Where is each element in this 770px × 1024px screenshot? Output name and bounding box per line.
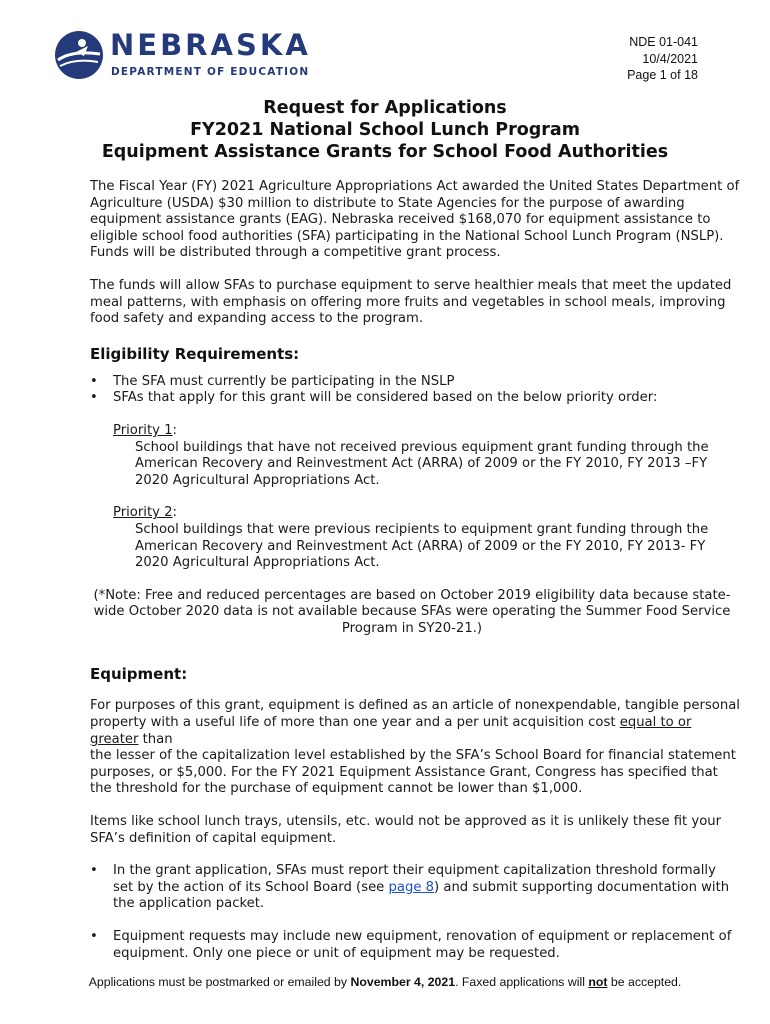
intro-paragraph-1: The Fiscal Year (FY) 2021 Agriculture Appropriations Act awarded the United States Department of Agriculture (USDA) $30 million to distribute to State Agencies for the purpose of awarding equipment assistance grants (EAG). Nebraska received $168,070 for equipment assistance to eligible school food authorities (SFA) participating in the National School Lunch Program (NSLP). Funds will be distributed through a competitive grant process. bbox=[90, 179, 740, 261]
document-info bbox=[627, 34, 698, 84]
priority-2-text: School buildings that were previous recipients to equipment grant funding through the American Recovery and Reinvestment Act (ARRA) of 2009 or the FY 2010, FY 2013- FY 2020 Agricultural Appropriations Act. bbox=[135, 521, 709, 571]
list-item bbox=[90, 374, 740, 391]
document-date: 10/4/2021 bbox=[642, 51, 698, 66]
equipment-heading: Equipment: bbox=[90, 665, 188, 684]
footer-deadline: November 4, 2021 bbox=[350, 975, 456, 989]
equipment-p1-underlined: equal to or greater bbox=[90, 715, 692, 747]
footer-notice bbox=[0, 975, 770, 989]
equipment-bullet-1-a: In the grant application, SFAs must report their equipment capitalization threshold formally set by the action of its School Board (see bbox=[113, 863, 716, 895]
eligibility-note: (*Note: Free and reduced percentages are based on October 2019 eligibility data because state-wide October 2020 data is not available because SFAs were operating the Summer Food Service Program in SY20-21.) bbox=[93, 587, 731, 636]
footer-pre: Applications must be postmarked or emailed by bbox=[88, 975, 351, 989]
priority-1-block: Priority 1: School buildings that have not received previous equipment grant funding through the American Recovery and Reinvestment Act (ARRA) of 2009 or the FY 2010, FY 2013 –FY 2020 Agricultural Appropriations Act. bbox=[113, 423, 740, 489]
bullet-icon: • bbox=[90, 390, 98, 406]
title-line-3: Equipment Assistance Grants for School Food Authorities bbox=[101, 142, 669, 162]
logo-subtitle: DEPARTMENT OF EDUCATION bbox=[111, 66, 310, 78]
page-number: Page 1 of 18 bbox=[627, 68, 698, 82]
equipment-p1-b: than bbox=[138, 731, 173, 747]
priority-2-block: Priority 2: School buildings that were previous recipients to equipment grant funding through the American Recovery and Reinvestment Act (ARRA) of 2009 or the FY 2010, FY 2013- FY 2020 Agricultural Appropriations Act. bbox=[113, 505, 740, 571]
equipment-paragraph-1 bbox=[90, 698, 740, 798]
footer-not: not bbox=[588, 975, 608, 989]
title-line-2: FY2021 National School Lunch Program bbox=[190, 120, 580, 140]
eligibility-heading: Eligibility Requirements: bbox=[90, 344, 300, 363]
document-title bbox=[0, 97, 770, 163]
priority-2-label: Priority 2 bbox=[113, 505, 173, 521]
intro-paragraph-2: The funds will allow SFAs to purchase equipment to serve healthier meals that meet the updated meal patterns, with emphasis on offering more fruits and vegetables in school meals, improving food safety and expanding access to the program. bbox=[90, 277, 732, 327]
equipment-bullet-2: Equipment requests may include new equipment, renovation of equipment or replacement of equipment. Only one piece or unit of equipment may be requested. bbox=[113, 929, 732, 961]
equipment-bullet-1-b: ) and submit supporting documentation with the application packet. bbox=[113, 879, 730, 912]
priority-1-label: Priority 1 bbox=[113, 422, 173, 438]
page-8-link[interactable]: page 8 bbox=[388, 879, 435, 895]
list-item bbox=[90, 863, 740, 913]
equipment-p1-c: the lesser of the capitalization level established by the SFA’s School Board for financial statement purposes, or $5,000. For the FY 2021 Equipment Assistance Grant, Congress has specified that the threshold for the purchase of equipment cannot be lower than $1,000. bbox=[90, 748, 736, 797]
equipment-p1-a: For purposes of this grant, equipment is defined as an article of nonexpendable, tangible personal property with a useful life of more than one year and a per unit acquisition cost bbox=[90, 698, 740, 731]
list-item bbox=[90, 929, 740, 962]
equipment-paragraph-2: Items like school lunch trays, utensils, etc. would not be approved as it is unlikely these fit your SFA’s definition of capital equipment. bbox=[90, 814, 722, 846]
equipment-list bbox=[90, 863, 740, 962]
document-body bbox=[90, 179, 740, 962]
priority-1-text: School buildings that have not received previous equipment grant funding through the American Recovery and Reinvestment Act (ARRA) of 2009 or the FY 2010, FY 2013 –FY 2020 Agricultural Appropriations Act. bbox=[135, 439, 709, 488]
nebraska-emblem-icon bbox=[54, 30, 104, 80]
logo-wordmark: NEBRASKA bbox=[110, 28, 311, 62]
bullet-icon: • bbox=[90, 929, 98, 944]
eligibility-bullet-2: SFAs that apply for this grant will be considered based on the below priority order: bbox=[113, 390, 658, 406]
list-item bbox=[90, 390, 740, 407]
form-number: NDE 01-041 bbox=[629, 35, 698, 49]
title-line-1: Request for Applications bbox=[263, 98, 507, 118]
bullet-icon: • bbox=[90, 863, 98, 879]
nde-logo bbox=[54, 28, 311, 82]
footer-post: be accepted. bbox=[607, 975, 682, 989]
eligibility-list bbox=[90, 374, 740, 407]
footer-mid: . Faxed applications will bbox=[455, 975, 589, 989]
bullet-icon: • bbox=[90, 373, 98, 389]
eligibility-bullet-1: The SFA must currently be participating in the NSLP bbox=[113, 373, 455, 389]
